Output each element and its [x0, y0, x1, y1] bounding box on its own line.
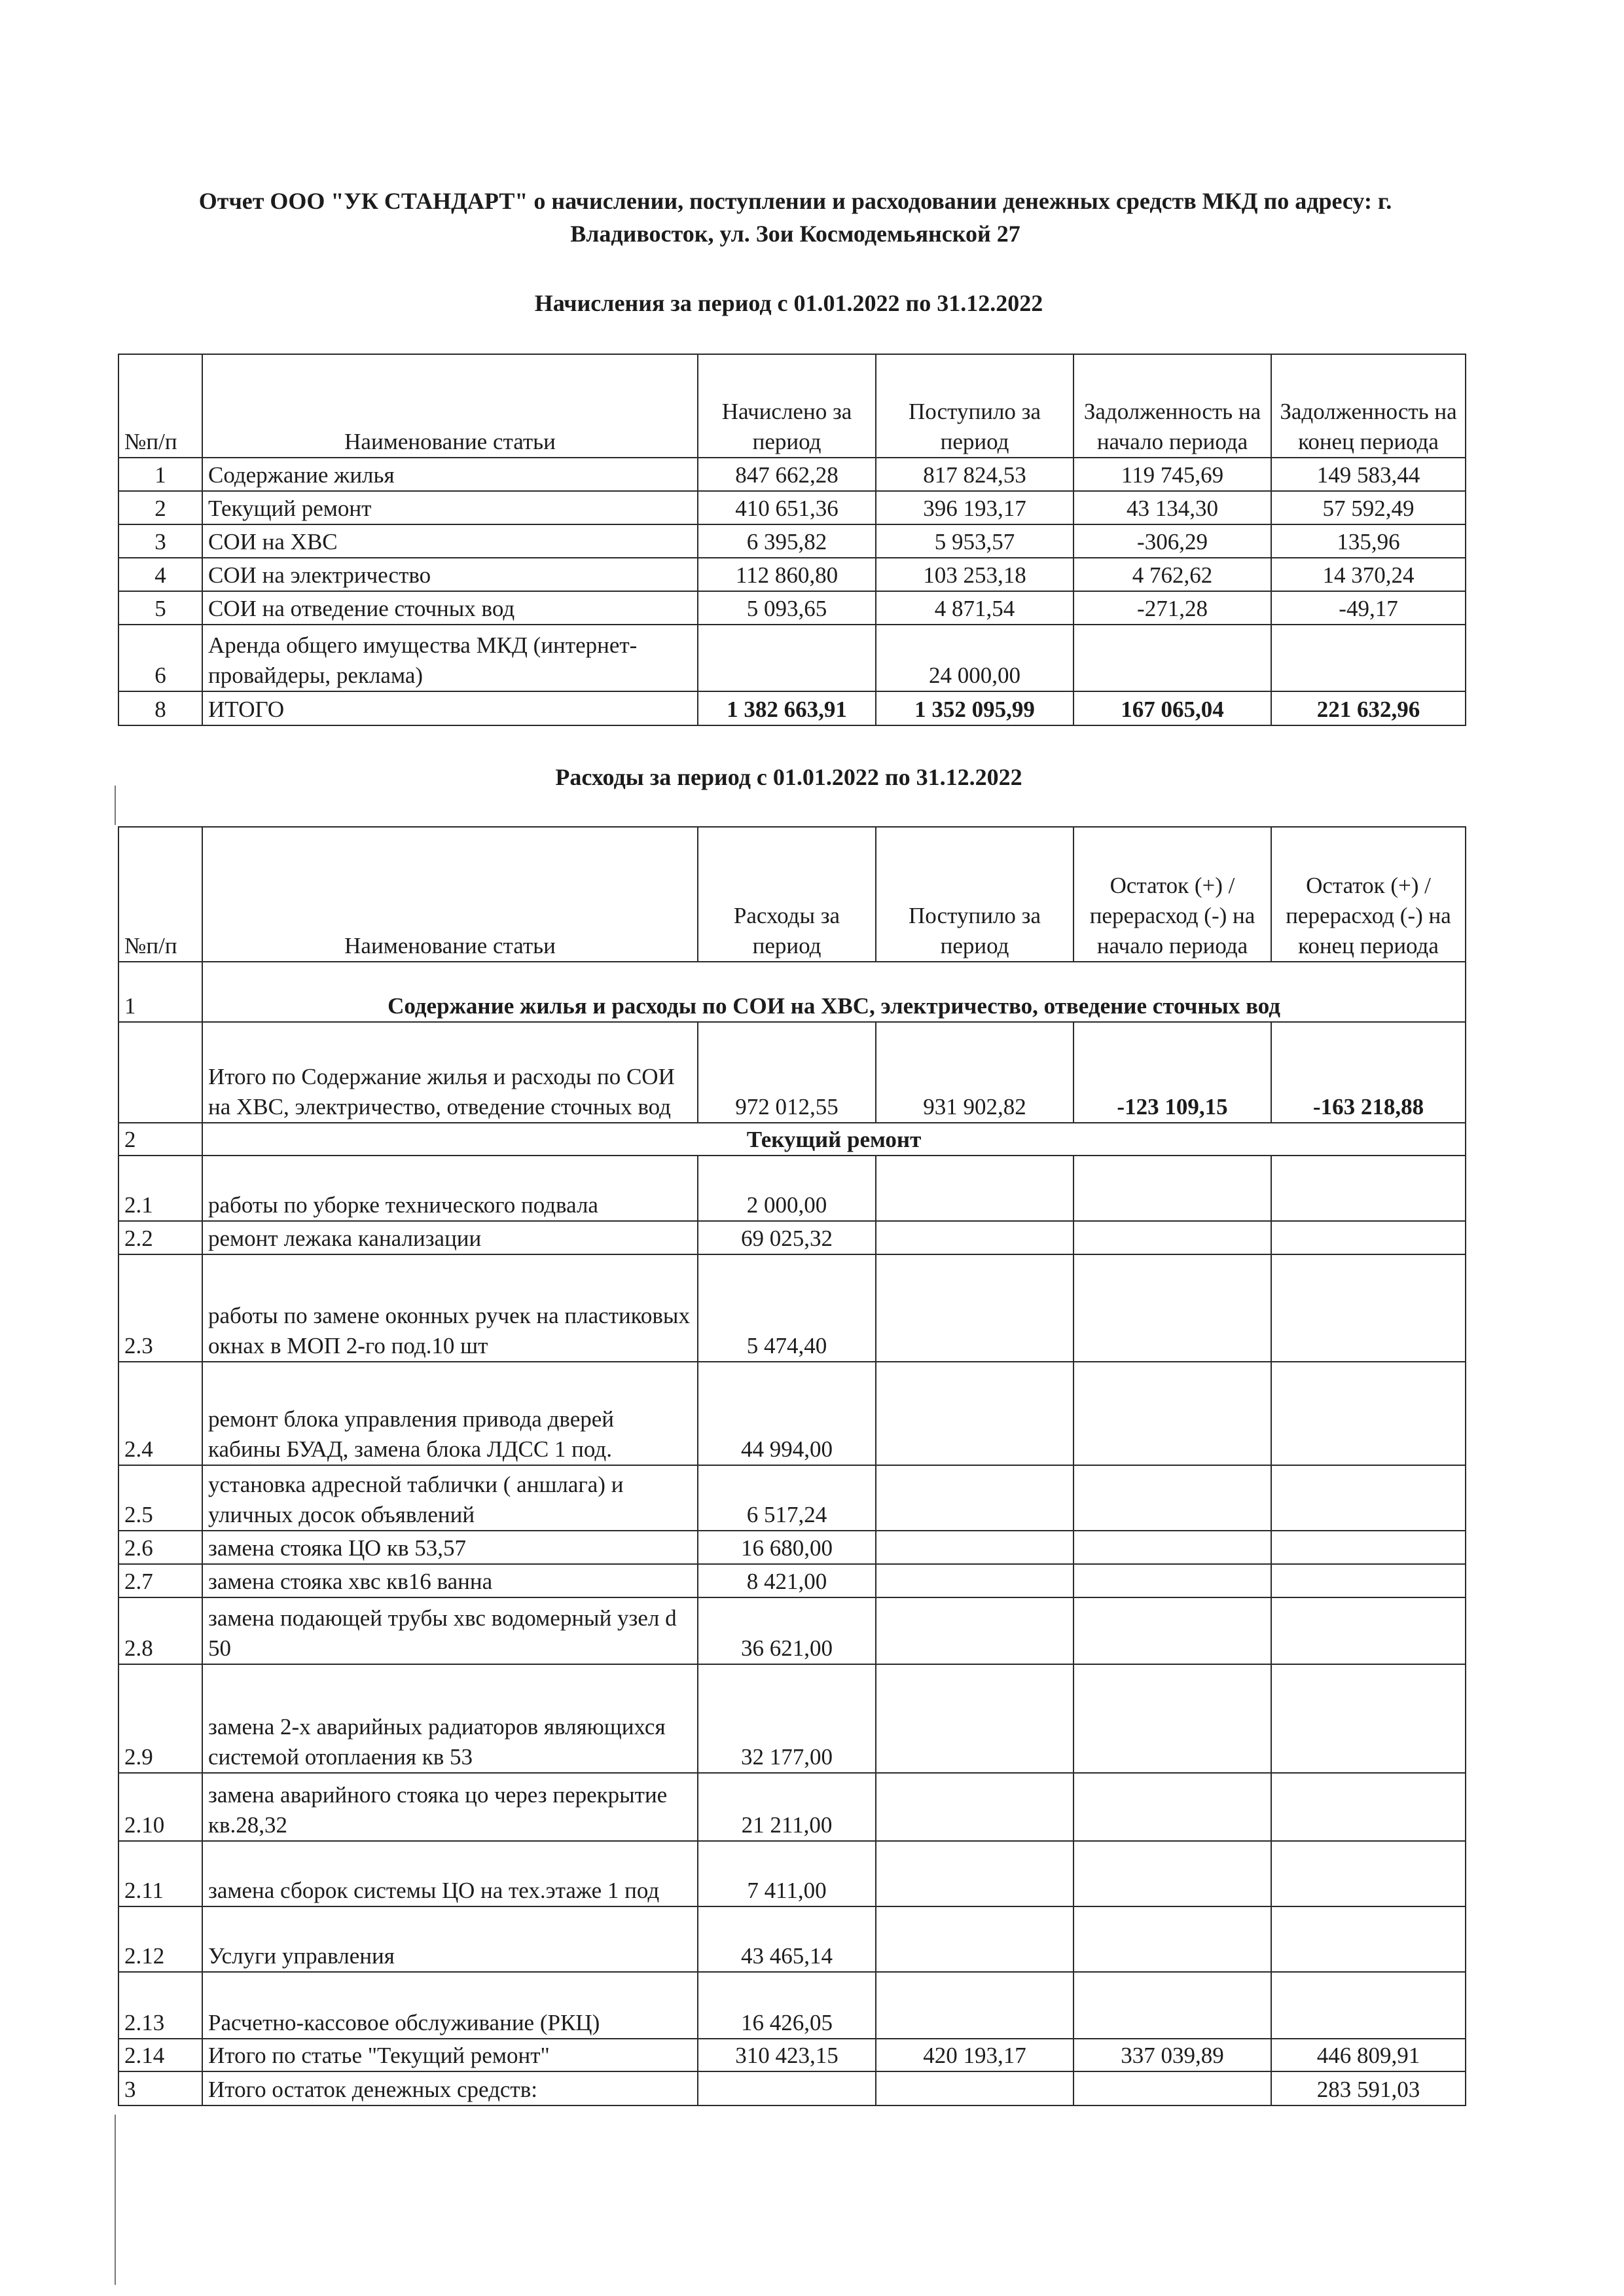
- section-title: Содержание жилья и расходы по СОИ на ХВС, электричество, отведение сточных вод: [202, 962, 1466, 1022]
- row-received: [876, 2071, 1074, 2105]
- row-accrued: 847 662,28: [698, 458, 876, 491]
- row-name: замена сборок системы ЦО на тех.этаже 1 под: [202, 1841, 698, 1906]
- row-debt-start: 119 745,69: [1074, 458, 1271, 491]
- table-row: [118, 1531, 1466, 1564]
- accruals-title: Начисления за период с 01.01.2022 по 31.12.2022: [534, 290, 1043, 316]
- section-num: 1: [118, 962, 202, 1022]
- header-num: №п/п: [118, 354, 202, 458]
- row-num: 2.11: [118, 1841, 202, 1906]
- row-num: 2.10: [118, 1773, 202, 1841]
- row-name: замена стояка хвс кв16 ванна: [202, 1564, 698, 1597]
- row-name: ремонт лежака канализации: [202, 1221, 698, 1254]
- row-expenses: 16 680,00: [698, 1531, 876, 1564]
- row-name: Итого остаток денежных средств:: [202, 2071, 698, 2105]
- row-name: СОИ на отведение сточных вод: [202, 591, 698, 625]
- table-row: [118, 1664, 1466, 1773]
- row-debt-start: -306,29: [1074, 524, 1271, 558]
- row-expenses: 21 211,00: [698, 1773, 876, 1841]
- row-name: Расчетно-кассовое обслуживание (РКЦ): [202, 1972, 698, 2039]
- row-num: [118, 1022, 202, 1123]
- row-debt-end: [1271, 625, 1466, 691]
- section-total-row: [118, 2039, 1466, 2071]
- row-name: Итого по Содержание жилья и расходы по СОИ на ХВС, электричество, отведение сточных вод: [202, 1022, 698, 1123]
- row-name: замена аварийного стояка цо через перекрытие кв.28,32: [202, 1773, 698, 1841]
- row-debt-start: [1074, 625, 1271, 691]
- row-num: 5: [118, 591, 202, 625]
- scan-edge-mark: [115, 786, 129, 825]
- row-debt-end: 149 583,44: [1271, 458, 1466, 491]
- expenses-table: [118, 826, 1466, 2106]
- row-name: замена стояка ЦО кв 53,57: [202, 1531, 698, 1564]
- header-debt-end: Задолженность на конец периода: [1271, 354, 1466, 458]
- section-num: 2: [118, 1123, 202, 1156]
- table-row: [118, 524, 1466, 558]
- header-received: Поступило за период: [876, 354, 1074, 458]
- report-title-line-1: Отчет ООО "УК СТАНДАРТ" о начислении, поступлении и расходовании денежных средств МКД по адресу: г.: [198, 188, 1392, 214]
- row-name: Услуги управления: [202, 1906, 698, 1972]
- table-row: [118, 1254, 1466, 1362]
- header-received: Поступило за период: [876, 827, 1074, 962]
- table-header-row: [118, 354, 1466, 458]
- final-total-row: [118, 2071, 1466, 2105]
- row-accrued: 6 395,82: [698, 524, 876, 558]
- table-row: [118, 591, 1466, 625]
- scan-edge-mark: [115, 2115, 129, 2285]
- row-name: Содержание жилья: [202, 458, 698, 491]
- header-name: Наименование статьи: [202, 827, 698, 962]
- row-expenses: [698, 2071, 876, 2105]
- row-num: 2.4: [118, 1362, 202, 1465]
- accruals-table: [118, 354, 1466, 726]
- row-expenses: 43 465,14: [698, 1906, 876, 1972]
- row-expenses: 16 426,05: [698, 1972, 876, 2039]
- row-expenses: 2 000,00: [698, 1156, 876, 1221]
- row-expenses: 8 421,00: [698, 1564, 876, 1597]
- table-row: [118, 1221, 1466, 1254]
- row-name: СОИ на электричество: [202, 558, 698, 591]
- table-row: [118, 558, 1466, 591]
- header-num: №п/п: [118, 827, 202, 962]
- row-name: работы по уборке технического подвала: [202, 1156, 698, 1221]
- table-row: [118, 1362, 1466, 1465]
- row-num: 2.3: [118, 1254, 202, 1362]
- row-num: 4: [118, 558, 202, 591]
- row-name: ремонт блока управления привода дверей кабины БУАД, замена блока ЛДСС 1 под.: [202, 1362, 698, 1465]
- row-name: Итого по статье "Текущий ремонт": [202, 2039, 698, 2071]
- row-balance-end: -163 218,88: [1271, 1022, 1466, 1123]
- row-num: 3: [118, 524, 202, 558]
- row-name: работы по замене оконных ручек на пластиковых окнах в МОП 2-го под.10 шт: [202, 1254, 698, 1362]
- row-name: замена подающей трубы хвс водомерный узел d 50: [202, 1597, 698, 1664]
- table-row: [118, 1773, 1466, 1841]
- row-num: 2.5: [118, 1465, 202, 1531]
- table-row: [118, 458, 1466, 491]
- table-row: [118, 1465, 1466, 1531]
- total-debt-start: 167 065,04: [1074, 691, 1271, 725]
- row-expenses: 310 423,15: [698, 2039, 876, 2071]
- row-debt-start: 4 762,62: [1074, 558, 1271, 591]
- row-balance-end: 283 591,03: [1271, 2071, 1466, 2105]
- row-debt-end: 135,96: [1271, 524, 1466, 558]
- row-name: Текущий ремонт: [202, 491, 698, 524]
- report-title: [124, 185, 1466, 250]
- row-expenses: 44 994,00: [698, 1362, 876, 1465]
- total-label: ИТОГО: [202, 691, 698, 725]
- table-row: [118, 1906, 1466, 1972]
- header-balance-start: Остаток (+) / перерасход (-) на начало периода: [1074, 827, 1271, 962]
- row-received: 5 953,57: [876, 524, 1074, 558]
- total-received: 1 352 095,99: [876, 691, 1074, 725]
- row-expenses: 6 517,24: [698, 1465, 876, 1531]
- row-accrued: 5 093,65: [698, 591, 876, 625]
- row-num: 2.8: [118, 1597, 202, 1664]
- row-received: 420 193,17: [876, 2039, 1074, 2071]
- row-balance-start: -123 109,15: [1074, 1022, 1271, 1123]
- header-name: Наименование статьи: [202, 354, 698, 458]
- row-name: Аренда общего имущества МКД (интернет-провайдеры, реклама): [202, 625, 698, 691]
- table-row: [118, 491, 1466, 524]
- row-accrued: [698, 625, 876, 691]
- row-num: 3: [118, 2071, 202, 2105]
- row-name: СОИ на ХВС: [202, 524, 698, 558]
- row-balance-start: [1074, 2071, 1271, 2105]
- table-row: [118, 1972, 1466, 2039]
- row-received: 103 253,18: [876, 558, 1074, 591]
- row-balance-start: 337 039,89: [1074, 2039, 1271, 2071]
- row-expenses: 69 025,32: [698, 1221, 876, 1254]
- total-num: 8: [118, 691, 202, 725]
- total-accrued: 1 382 663,91: [698, 691, 876, 725]
- row-debt-end: -49,17: [1271, 591, 1466, 625]
- section-title: Текущий ремонт: [202, 1123, 1466, 1156]
- row-num: 1: [118, 458, 202, 491]
- row-expenses: 7 411,00: [698, 1841, 876, 1906]
- row-num: 2.6: [118, 1531, 202, 1564]
- row-num: 6: [118, 625, 202, 691]
- row-num: 2.14: [118, 2039, 202, 2071]
- row-num: 2.13: [118, 1972, 202, 2039]
- row-accrued: 410 651,36: [698, 491, 876, 524]
- section-row: [118, 1123, 1466, 1156]
- row-debt-start: -271,28: [1074, 591, 1271, 625]
- table-row: [118, 1156, 1466, 1221]
- row-expenses: 5 474,40: [698, 1254, 876, 1362]
- header-debt-start: Задолженность на начало периода: [1074, 354, 1271, 458]
- header-accrued: Начислено за период: [698, 354, 876, 458]
- row-received: 4 871,54: [876, 591, 1074, 625]
- row-accrued: 112 860,80: [698, 558, 876, 591]
- row-expenses: 36 621,00: [698, 1597, 876, 1664]
- table-row: [118, 1597, 1466, 1664]
- row-received: 24 000,00: [876, 625, 1074, 691]
- report-title-line-2: Владивосток, ул. Зои Космодемьянской 27: [570, 221, 1020, 247]
- row-expenses: 32 177,00: [698, 1664, 876, 1773]
- row-num: 2.9: [118, 1664, 202, 1773]
- table-row: [118, 1841, 1466, 1906]
- row-received: 817 824,53: [876, 458, 1074, 491]
- row-debt-start: 43 134,30: [1074, 491, 1271, 524]
- header-balance-end: Остаток (+) / перерасход (-) на конец периода: [1271, 827, 1466, 962]
- section-total-row: [118, 1022, 1466, 1123]
- row-num: 2.1: [118, 1156, 202, 1221]
- table-row: [118, 1564, 1466, 1597]
- row-debt-end: 57 592,49: [1271, 491, 1466, 524]
- row-balance-end: 446 809,91: [1271, 2039, 1466, 2071]
- table-row: [118, 625, 1466, 691]
- section-row: [118, 962, 1466, 1022]
- total-row: [118, 691, 1466, 725]
- row-num: 2.7: [118, 1564, 202, 1597]
- row-received: 396 193,17: [876, 491, 1074, 524]
- header-expenses: Расходы за период: [698, 827, 876, 962]
- row-debt-end: 14 370,24: [1271, 558, 1466, 591]
- row-received: 931 902,82: [876, 1022, 1074, 1123]
- row-num: 2.12: [118, 1906, 202, 1972]
- total-debt-end: 221 632,96: [1271, 691, 1466, 725]
- row-name: установка адресной таблички ( аншлага) и уличных досок объявлений: [202, 1465, 698, 1531]
- expenses-title: Расходы за период с 01.01.2022 по 31.12.2022: [555, 764, 1022, 790]
- row-name: замена 2-х аварийных радиаторов являющихся системой отоплаения кв 53: [202, 1664, 698, 1773]
- row-num: 2.2: [118, 1221, 202, 1254]
- table-header-row: [118, 827, 1466, 962]
- row-num: 2: [118, 491, 202, 524]
- row-expenses: 972 012,55: [698, 1022, 876, 1123]
